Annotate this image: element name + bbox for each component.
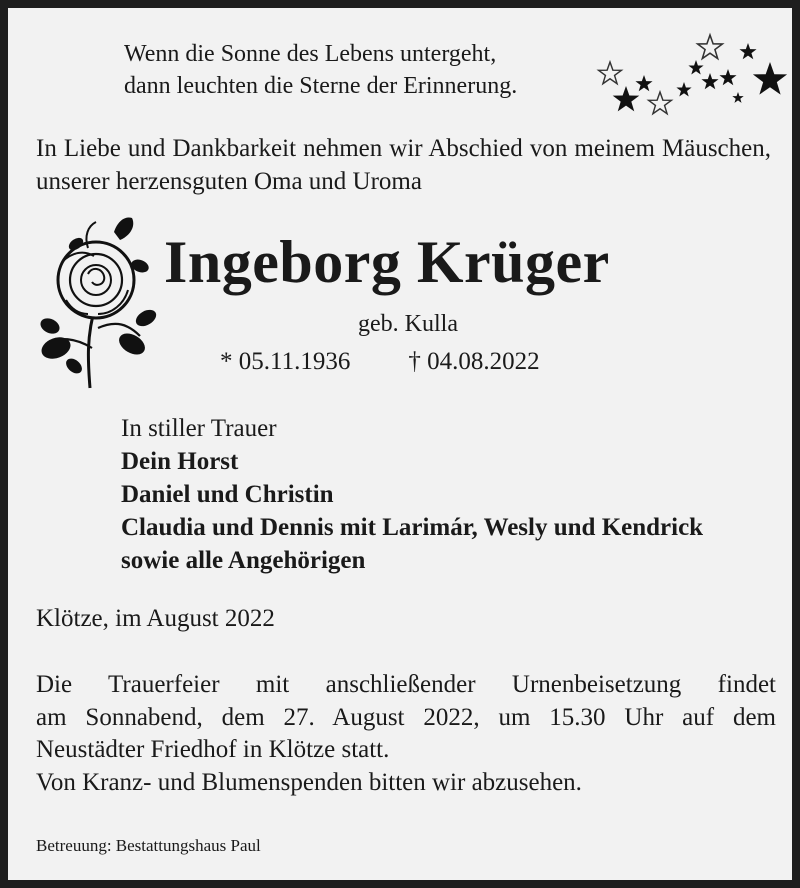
death-date: † 04.08.2022 bbox=[408, 348, 540, 375]
deceased-name: Ingeborg Krüger bbox=[164, 229, 610, 295]
intro-text: In Liebe und Dankbarkeit nehmen wir Abschied von meinem Mäuschen, unserer herzensguten Oma und Uroma bbox=[36, 135, 771, 195]
mourner-line: Claudia und Dennis mit Larimár, Wesly und Kendrick bbox=[121, 514, 704, 541]
service-line: am Sonnabend, dem 27. August 2022, um 15.30 Uhr auf dem bbox=[36, 703, 776, 731]
mourners-heading: In stiller Trauer bbox=[121, 415, 277, 442]
birth-name: geb. Kulla bbox=[358, 311, 458, 337]
place-date: Klötze, im August 2022 bbox=[36, 605, 275, 632]
motto-line-1: Wenn die Sonne des Lebens untergeht, bbox=[124, 41, 497, 67]
motto-verse bbox=[124, 38, 517, 102]
service-info bbox=[36, 669, 776, 799]
flowers-request: Von Kranz- und Blumenspenden bitten wir abzusehen. bbox=[36, 768, 582, 796]
mourner-line: Dein Horst bbox=[121, 448, 239, 475]
stars-decoration-icon bbox=[588, 26, 788, 126]
service-line: Die Trauerfeier mit anschließender Urnenbeisetzung findet bbox=[36, 671, 776, 698]
motto-line-2: dann leuchten die Sterne der Erinnerung. bbox=[124, 73, 518, 99]
birth-date: * 05.11.1936 bbox=[220, 348, 351, 375]
funeral-home-credit: Betreuung: Bestattungshaus Paul bbox=[36, 836, 261, 855]
mourners-block bbox=[121, 412, 703, 577]
life-dates bbox=[220, 345, 540, 379]
rose-icon bbox=[28, 208, 168, 398]
service-line: Neustädter Friedhof in Klötze statt. bbox=[36, 736, 390, 763]
mourner-line: Daniel und Christin bbox=[121, 481, 334, 508]
mourner-line: sowie alle Angehörigen bbox=[121, 547, 366, 574]
